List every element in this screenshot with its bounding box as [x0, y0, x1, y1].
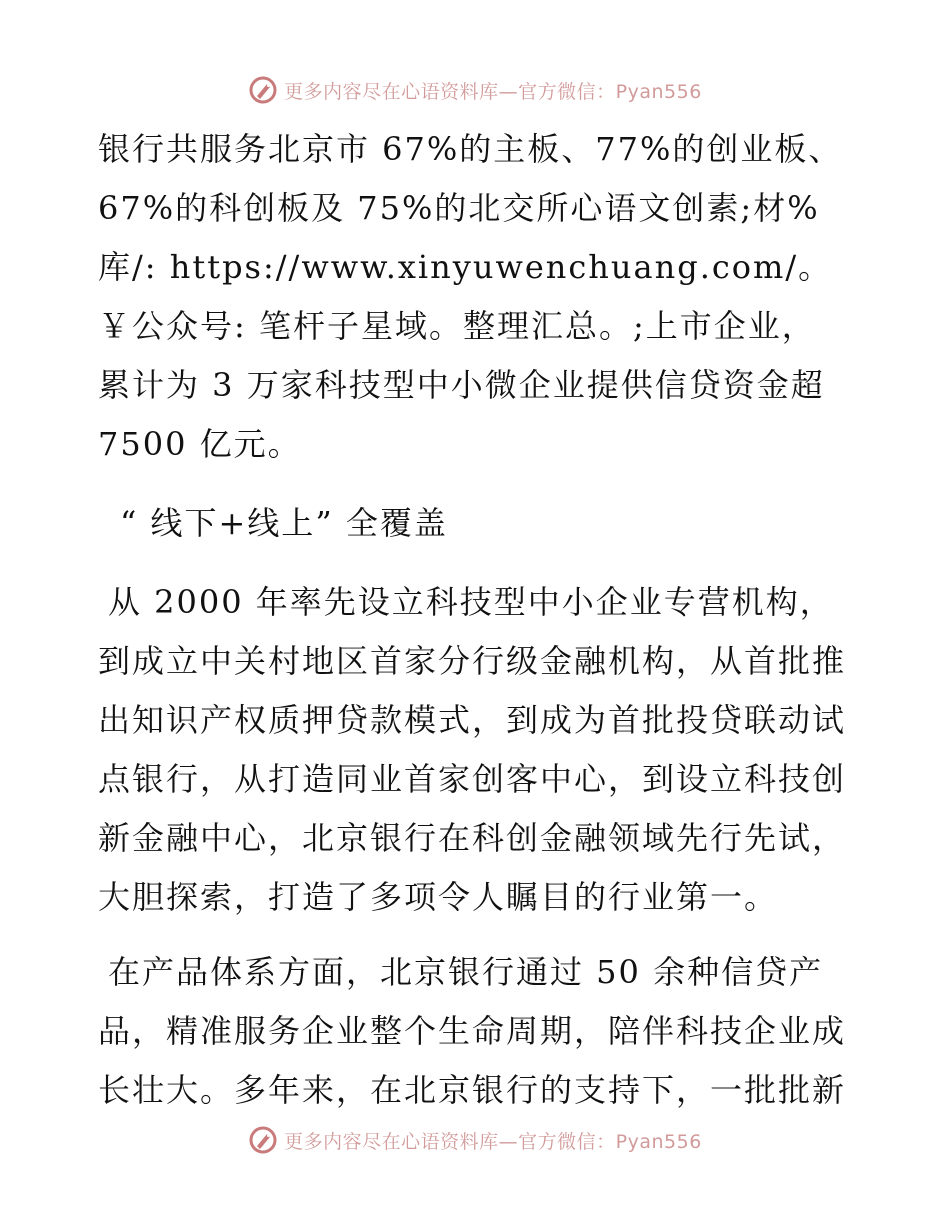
document-body — [98, 120, 850, 1120]
paragraph-2: 从 2000 年率先设立科技型中小企业专营机构，到成立中关村地区首家分行级金融机构，从首批推出知识产权质押贷款模式，到成为首批投贷联动试点银行，从打造同业首家创客中心，到设立科技创新金融中心，北京银行在科创金融领域先行先试，大胆探索，打造了多项令人瞩目的行业第一。 — [98, 583, 847, 916]
fountain-pen-seal-icon — [248, 1125, 278, 1155]
paragraph-1: 银行共服务北京市 67%的主板、77%的创业板、67%的科创板及 75%的北交所心语文创素;材%库/: https://www.xinyuwenchuang.com/。￥公众号: 笔杆子星域。整理汇总。;上市企业， 累计为 3 万家科技型中小微企业提供信贷资金超 7500 亿元。 — [98, 130, 843, 463]
footer-watermark-banner — [0, 1120, 950, 1160]
section-heading: “ 线下+线上” 全覆盖 — [120, 504, 448, 542]
paragraph-3: 在产品体系方面，北京银行通过 50 余种信贷产品，精准服务企业整个生命周期，陪伴科技企业成长壮大。多年来，在北京银行的支持下，一批批新 — [98, 953, 847, 1109]
footer-watermark-text: 更多内容尽在心语资料库—官方微信：Pyan556 — [284, 1130, 702, 1153]
fountain-pen-seal-icon — [248, 75, 278, 105]
header-watermark-banner — [0, 70, 950, 110]
header-watermark-text: 更多内容尽在心语资料库—官方微信：Pyan556 — [284, 80, 702, 103]
